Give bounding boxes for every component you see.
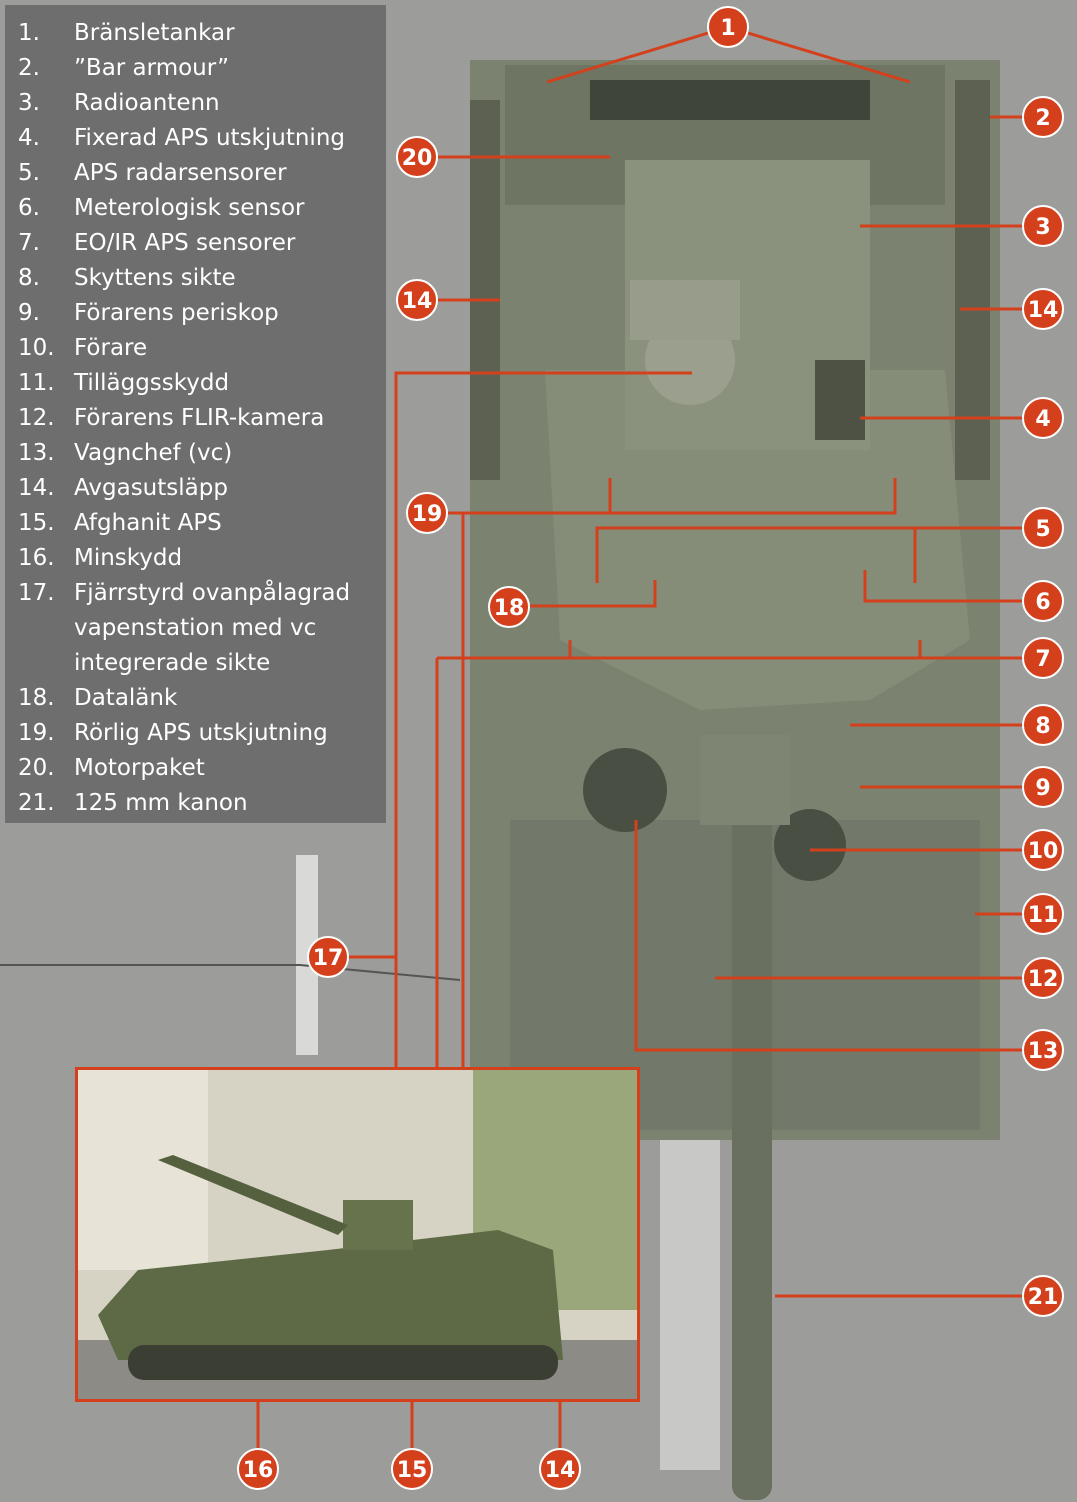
commander-hatch: [583, 748, 667, 832]
callout-2: 2: [1022, 96, 1064, 138]
callout-15: 15: [391, 1448, 433, 1490]
legend-item: [5, 576, 386, 611]
commander-sight: [630, 280, 740, 340]
legend-item: [5, 611, 386, 646]
callout-6: 6: [1022, 580, 1064, 622]
road-marking-2: [660, 1140, 720, 1470]
callout-18: 18: [488, 586, 530, 628]
legend-number: 15.: [18, 510, 55, 536]
gun-mantlet: [700, 735, 790, 825]
legend-number: 20.: [18, 755, 55, 781]
side-view-illustration: [78, 1070, 637, 1399]
turret-side: [343, 1200, 413, 1250]
legend-number: 2.: [18, 55, 40, 81]
legend-item: [5, 191, 386, 226]
callout-19: 19: [406, 492, 448, 534]
legend-number: 1.: [18, 20, 40, 46]
aps-launchers: [815, 360, 865, 440]
legend-number: 6.: [18, 195, 40, 221]
callout-14-right: 14: [1022, 288, 1064, 330]
legend-item: [5, 436, 386, 471]
legend-text: Datalänk: [74, 685, 178, 711]
callout-11: 11: [1022, 893, 1064, 935]
legend-text: integrerade sikte: [74, 650, 271, 676]
legend-number: 19.: [18, 720, 55, 746]
legend-text: Radioantenn: [74, 90, 220, 116]
legend-item: [5, 51, 386, 86]
engine-grille: [590, 80, 870, 120]
legend-item: [5, 86, 386, 121]
legend-text: APS radarsensorer: [74, 160, 287, 186]
legend-item: [5, 156, 386, 191]
legend-item: [5, 506, 386, 541]
callout-12: 12: [1022, 957, 1064, 999]
legend-number: 4.: [18, 125, 40, 151]
callout-14-bottom: 14: [539, 1448, 581, 1490]
cannon-barrel: [732, 740, 772, 1500]
legend-text: Minskydd: [74, 545, 183, 571]
callout-10: 10: [1022, 829, 1064, 871]
legend-text: EO/IR APS sensorer: [74, 230, 296, 256]
legend-text: Vagnchef (vc): [74, 440, 233, 466]
callout-7: 7: [1022, 637, 1064, 679]
callout-5: 5: [1022, 507, 1064, 549]
legend-number: 21.: [18, 790, 55, 816]
legend-text: Bränsletankar: [74, 20, 235, 46]
legend-item: [5, 646, 386, 681]
legend-text: Förarens FLIR-kamera: [74, 405, 325, 431]
legend-text: Förare: [74, 335, 148, 361]
legend-item: [5, 331, 386, 366]
callout-8: 8: [1022, 704, 1064, 746]
legend-item: [5, 716, 386, 751]
callout-9: 9: [1022, 766, 1064, 808]
legend-item: [5, 786, 386, 821]
legend-text: Fjärrstyrd ovanpålagrad: [74, 580, 351, 606]
callout-16: 16: [237, 1448, 279, 1490]
legend-item: [5, 16, 386, 51]
legend-item: [5, 366, 386, 401]
legend-text: Meterologisk sensor: [74, 195, 305, 221]
legend-text: Motorpaket: [74, 755, 205, 781]
legend-item: [5, 751, 386, 786]
legend-text: Fixerad APS utskjutning: [74, 125, 346, 151]
callout-14-left: 14: [396, 279, 438, 321]
legend-text: vapenstation med vc: [74, 615, 317, 641]
callout-17: 17: [307, 936, 349, 978]
callout-13: 13: [1022, 1029, 1064, 1071]
legend-number: 8.: [18, 265, 40, 291]
legend-item: [5, 471, 386, 506]
legend-number: 7.: [18, 230, 40, 256]
legend-number: 5.: [18, 160, 40, 186]
legend-text: ”Bar armour”: [74, 55, 230, 81]
callout-4: 4: [1022, 397, 1064, 439]
legend-item: [5, 541, 386, 576]
legend-number: 9.: [18, 300, 40, 326]
bar-armour-right: [955, 80, 990, 480]
legend-item: [5, 401, 386, 436]
legend-item: [5, 226, 386, 261]
legend-panel: [5, 5, 386, 823]
callout-20: 20: [396, 136, 438, 178]
inset-photo-side-view: [75, 1067, 640, 1402]
legend-number: 10.: [18, 335, 55, 361]
legend-item: [5, 121, 386, 156]
legend-text: Tilläggsskydd: [74, 370, 230, 396]
callout-21: 21: [1022, 1275, 1064, 1317]
legend-number: 17.: [18, 580, 55, 606]
callout-1: 1: [707, 6, 749, 48]
legend-number: 3.: [18, 90, 40, 116]
legend-text: Rörlig APS utskjutning: [74, 720, 328, 746]
legend-number: 16.: [18, 545, 55, 571]
callout-3: 3: [1022, 205, 1064, 247]
legend-item: [5, 681, 386, 716]
legend-item: [5, 261, 386, 296]
legend-text: Förarens periskop: [74, 300, 279, 326]
legend-text: Skyttens sikte: [74, 265, 236, 291]
legend-number: 14.: [18, 475, 55, 501]
legend-text: 125 mm kanon: [74, 790, 248, 816]
tracks: [128, 1345, 558, 1380]
legend-item: [5, 296, 386, 331]
legend-number: 12.: [18, 405, 55, 431]
legend-number: 13.: [18, 440, 55, 466]
legend-text: Avgasutsläpp: [74, 475, 228, 501]
legend-number: 18.: [18, 685, 55, 711]
legend-text: Afghanit APS: [74, 510, 222, 536]
legend-number: 11.: [18, 370, 55, 396]
